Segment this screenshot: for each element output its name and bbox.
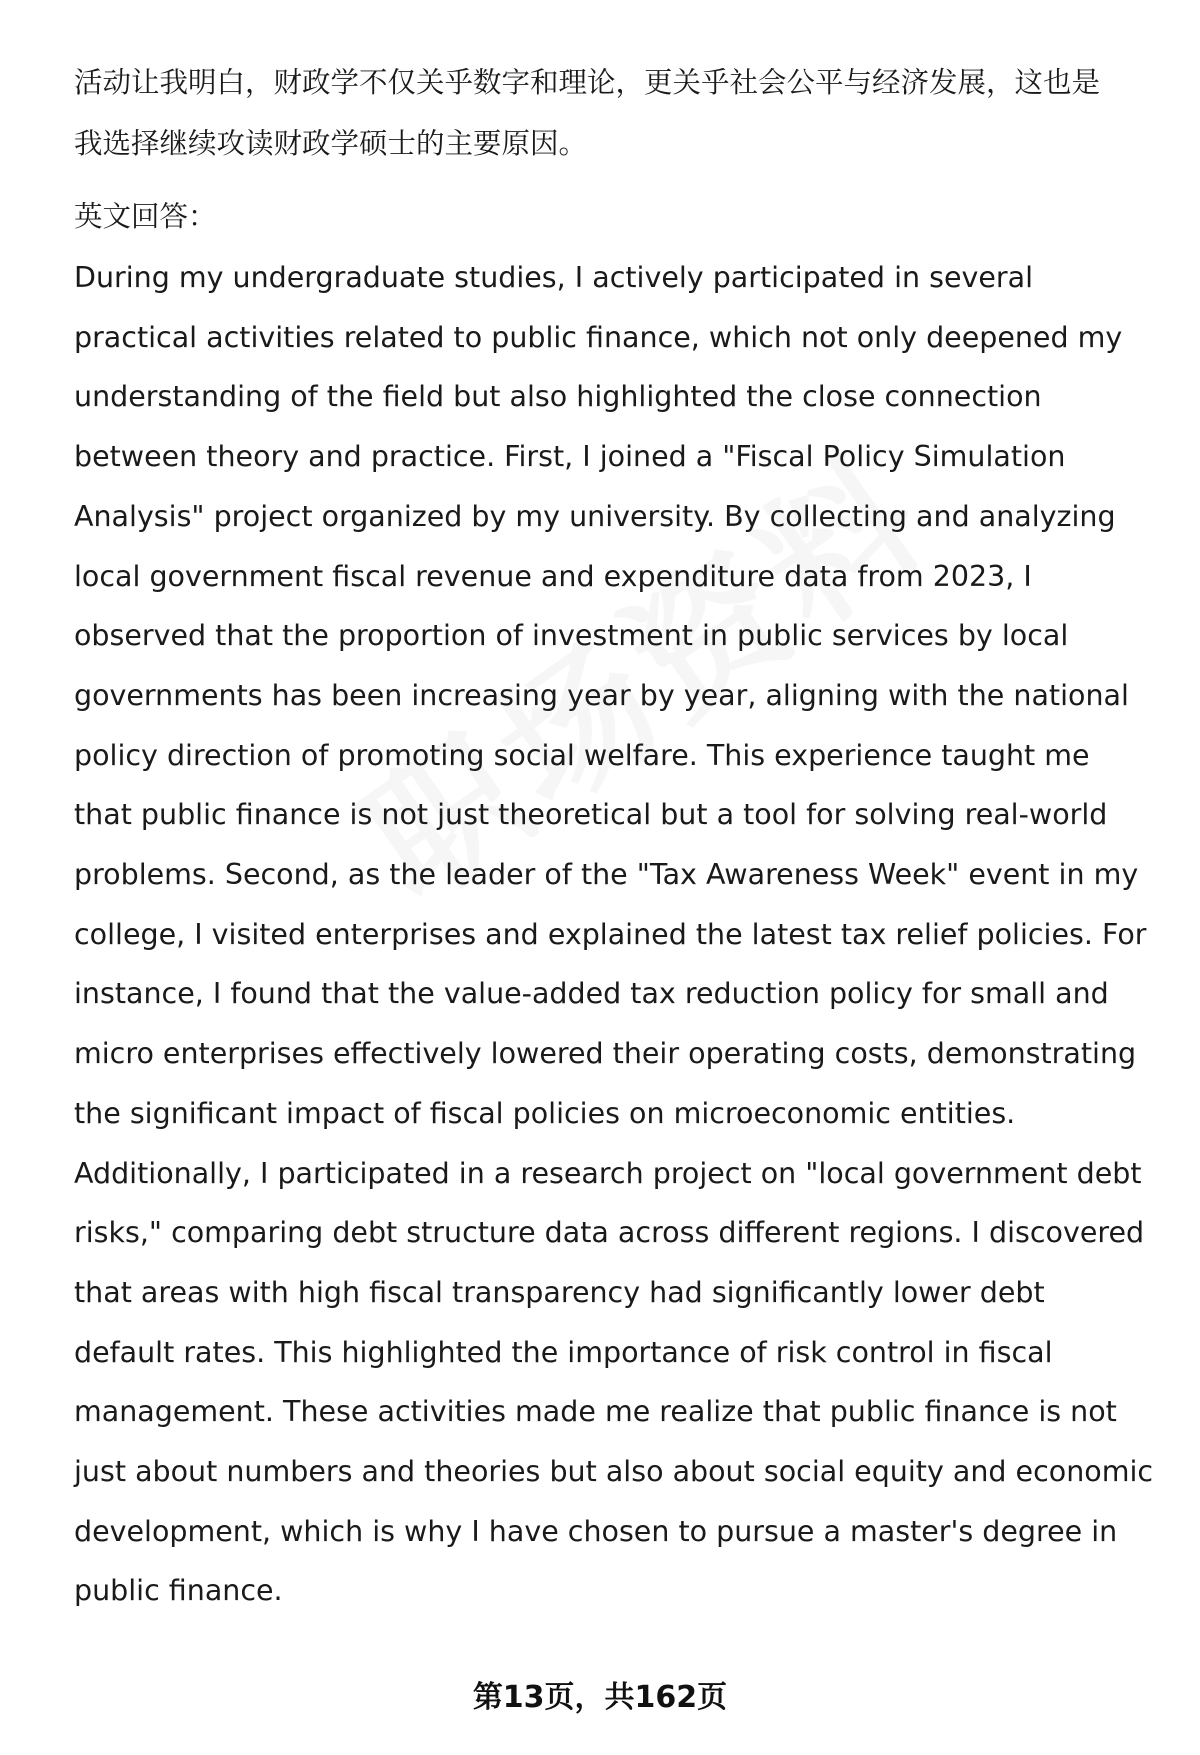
chinese-paragraph (74, 52, 1154, 174)
english-paragraph: During my undergraduate studies, I actively participated in several practical activities related to public finance, which not only deepened my understanding of the field but also highlighted the close connection between theory and practice. First, I joined a "Fiscal Policy Simulation Analysis" project organized by my university. By collecting and analyzing local government fiscal revenue and expenditure data from 2023, I observed that the proportion of investment in public services by local governments has been increasing year by year, aligning with the national policy direction of promoting social welfare. This experience taught me that public finance is not just theoretical but a tool for solving real-world problems. Second, as the leader of the "Tax Awareness Week" event in my college, I visited enterprises and explained the latest tax relief policies. For instance, I found that the value-added tax reduction policy for small and micro enterprises effectively lowered their operating costs, demonstrating the significant impact of fiscal policies on microeconomic entities. Additionally, I participated in a research project on "local government debt risks," comparing debt structure data across different regions. I discovered that areas with high fiscal transparency had significantly lower debt default rates. This highlighted the importance of risk control in fiscal management. These activities made me realize that public finance is not just about numbers and theories but also about social equity and economic development, which is why I have chosen to pursue a master's degree in public finance. (74, 261, 1154, 1608)
page-content (74, 52, 1154, 1621)
chinese-paragraph-line: 我选择继续攻读财政学硕士的主要原因。 (74, 127, 588, 160)
page-number: 第13页，共162页 (472, 1680, 728, 1715)
chinese-paragraph-line: 活动让我明白，财政学不仅关乎数字和理论，更关乎社会公平与经济发展，这也是 (74, 66, 1101, 99)
english-answer-heading: 英文回答： (74, 200, 217, 233)
